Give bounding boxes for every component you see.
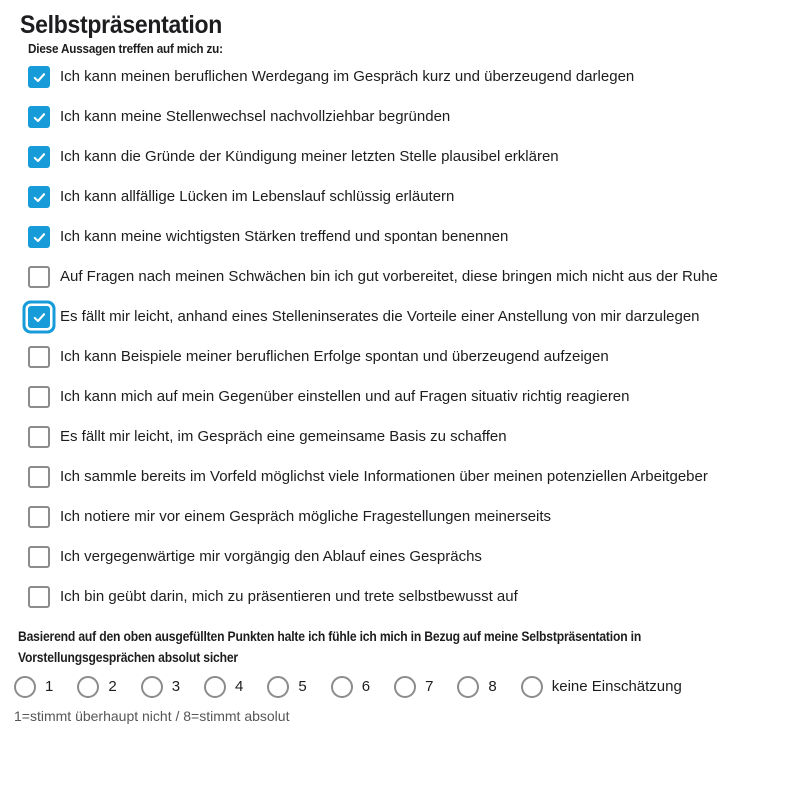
statement-label: Es fällt mir leicht, im Gespräch eine gemeinsame Basis zu schaffen [60,428,507,445]
statement-row [28,66,789,89]
statement-row [28,426,789,449]
rating-radio[interactable] [331,676,353,698]
statement-label: Ich kann Beispiele meiner beruflichen Erfolge spontan und überzeugend aufzeigen [60,348,609,365]
statement-label: Ich kann meinen beruflichen Werdegang im Gespräch kurz und überzeugend darlegen [60,68,635,85]
rating-radio[interactable] [204,676,226,698]
statement-checkbox[interactable] [28,506,50,528]
check-icon [32,70,47,85]
rating-option-label: 6 [361,678,371,695]
rating-radio[interactable] [141,676,163,698]
statement-checkbox[interactable] [28,386,50,408]
rating-option [394,676,433,698]
rating-option [77,676,116,698]
check-icon [32,150,47,165]
page-title: Selbstpräsentation [20,11,223,39]
statement-checkbox[interactable] [28,586,50,608]
rating-option [204,676,243,698]
check-icon [32,230,47,245]
rating-radio[interactable] [267,676,289,698]
statement-checkbox[interactable] [28,466,50,488]
section-instruction: Diese Aussagen treffen auf mich zu: [28,41,223,56]
rating-radio[interactable] [394,676,416,698]
rating-question-line-2: Vorstellungsgesprächen absolut sicher [18,650,238,665]
scale-note: 1=stimmt überhaupt nicht / 8=stimmt absolut [14,708,290,724]
rating-option-label: 8 [488,678,497,695]
statement-checkbox[interactable] [28,426,50,448]
statement-row [28,306,789,329]
statement-label: Ich vergegenwärtige mir vorgängig den Ablauf eines Gesprächs [60,548,482,565]
statement-label: Ich sammle bereits im Vorfeld möglichst viele Informationen über meinen potenziellen Arbeitgeber [60,468,708,485]
check-icon [32,110,47,125]
rating-radio[interactable] [14,676,36,698]
statement-row [28,506,789,529]
statement-label: Auf Fragen nach meinen Schwächen bin ich gut vorbereitet, diese bringen mich nicht aus der Ruhe [60,268,718,285]
statement-checkbox[interactable] [28,226,50,248]
statement-row [28,106,789,129]
rating-question-line-1: Basierend auf den oben ausgefüllten Punkten halte ich fühle ich mich in Bezug auf meine Selbstpräsentation in [18,629,642,644]
statement-label: Es fällt mir leicht, anhand eines Stelleninserates die Vorteile einer Anstellung von mir darzulegen [60,308,700,325]
statement-checkbox[interactable] [28,266,50,288]
statement-checkbox[interactable] [28,106,50,128]
rating-option-label: keine Einschätzung [551,678,682,695]
statement-checkbox[interactable] [28,306,50,328]
statement-row [28,346,789,369]
rating-question-heading [18,626,712,668]
rating-option-label: 2 [108,678,117,695]
rating-option [331,676,370,698]
check-icon [32,310,47,325]
rating-option-label: 1 [45,678,54,695]
statement-checkbox[interactable] [28,546,50,568]
statement-row [28,386,789,409]
statement-row [28,186,789,209]
rating-option [14,676,53,698]
statement-checkbox[interactable] [28,186,50,208]
statement-label: Ich bin geübt darin, mich zu präsentieren und trete selbstbewusst auf [60,588,518,605]
rating-radio[interactable] [521,676,543,698]
statement-row [28,466,789,489]
rating-option [521,676,682,698]
statement-label: Ich notiere mir vor einem Gespräch mögliche Fragestellungen meinerseits [60,508,552,525]
check-icon [32,190,47,205]
statement-label: Ich kann mich auf mein Gegenüber einstellen und auf Fragen situativ richtig reagieren [60,388,630,405]
rating-option-label: 3 [171,678,181,695]
rating-option [267,676,306,698]
statement-row [28,586,789,609]
statements-checkbox-list [28,66,789,609]
statement-row [28,226,789,249]
statement-checkbox[interactable] [28,66,50,88]
statement-checkbox[interactable] [28,146,50,168]
statement-label: Ich kann meine Stellenwechsel nachvollziehbar begründen [60,108,451,125]
statement-label: Ich kann allfällige Lücken im Lebenslauf schlüssig erläutern [60,188,455,205]
rating-option-label: 7 [425,678,434,695]
statement-label: Ich kann die Gründe der Kündigung meiner letzten Stelle plausibel erklären [60,148,559,165]
rating-scale-radio-group [14,676,789,698]
rating-option [141,676,180,698]
statement-row [28,146,789,169]
rating-radio[interactable] [77,676,99,698]
rating-radio[interactable] [457,676,479,698]
statement-row [28,266,789,289]
statement-row [28,546,789,569]
rating-option-label: 4 [235,678,244,695]
rating-option-label: 5 [298,678,307,695]
rating-option [457,676,496,698]
statement-checkbox[interactable] [28,346,50,368]
statement-label: Ich kann meine wichtigsten Stärken treffend und spontan benennen [60,228,509,245]
